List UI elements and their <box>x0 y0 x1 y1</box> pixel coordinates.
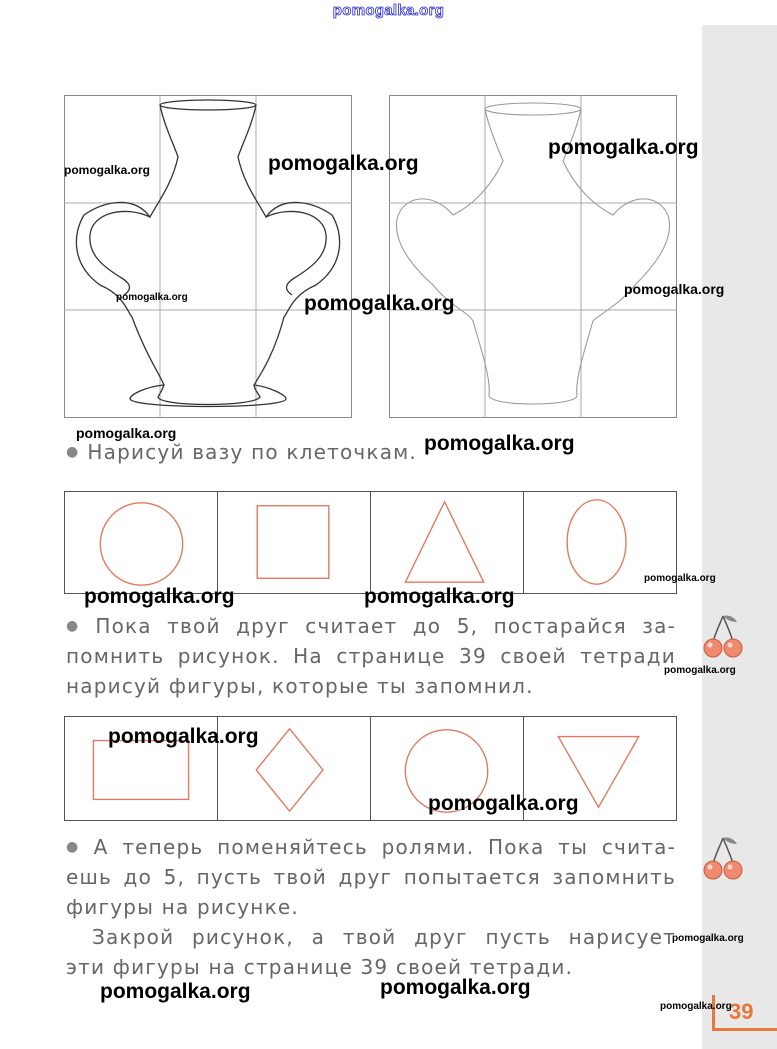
watermark: pomogalka.org <box>116 292 188 303</box>
watermark: pomogalka.org <box>268 152 419 175</box>
triangle-shape <box>371 492 523 593</box>
watermark: pomogalka.org <box>84 585 235 608</box>
watermark: pomogalka.org <box>624 281 725 297</box>
watermark: pomogalka.org <box>76 425 177 441</box>
cherry-icon-2 <box>703 834 743 882</box>
watermark: pomogalka.org <box>644 573 716 584</box>
shape-cell-square <box>218 492 371 593</box>
task-vase-instruction <box>66 437 417 467</box>
watermark: pomogalka.org <box>108 725 259 748</box>
square-shape <box>218 492 370 593</box>
vase-sample-grid <box>64 95 352 418</box>
bullet: ● <box>66 444 80 460</box>
vase-drawing <box>76 100 339 407</box>
shape-cell-circle <box>65 492 218 593</box>
watermark: pomogalka.org <box>380 976 531 999</box>
watermark: pomogalka.org <box>672 933 744 944</box>
watermark: pomogalka.org <box>664 665 736 676</box>
task-close-line-1: Закрой рисунок, а твой друг пусть нарисует <box>92 925 676 949</box>
task-memorize-line-3: нарисуй фигуры, которые ты запомнил. <box>66 674 534 698</box>
task-swap-line-2: ешь до 5, пусть твой друг попытается запомнить <box>66 865 676 889</box>
cherry-icon <box>703 612 743 660</box>
watermark: pomogalka.org <box>428 792 579 815</box>
watermark: pomogalka.org <box>364 585 515 608</box>
shapes-row-1 <box>64 491 677 594</box>
task-vase-text: Нарисуй вазу по клеточкам. <box>87 440 417 464</box>
circle-shape <box>65 492 217 593</box>
watermark: pomogalka.org <box>64 163 151 177</box>
task-memorize-line-2: помнить рисунок. На странице 39 своей тетради <box>66 644 676 668</box>
watermark: pomogalka.org <box>548 136 699 159</box>
page-number-text: 39 <box>729 999 754 1024</box>
watermark: pomogalka.org <box>304 292 455 315</box>
task-memorize-line-1: ● Пока твой друг считает до 5, постарайся за- <box>66 614 677 638</box>
task-swap-roles-paragraph <box>66 832 676 982</box>
watermark: pomogalka.org <box>100 980 251 1003</box>
watermark: pomogalka.org <box>660 1001 732 1012</box>
right-margin-strip <box>702 25 777 1049</box>
task-swap-line-1: ● А теперь поменяйтесь ролями. Пока ты счита- <box>66 835 676 859</box>
task-memorize-paragraph <box>66 611 676 701</box>
watermark: pomogalka.org <box>424 432 575 455</box>
task-close-line-2: эти фигуры на странице 39 своей тетради. <box>66 955 574 979</box>
bullet: ● <box>66 839 86 855</box>
site-watermark-header: pomogalka.org <box>332 2 445 19</box>
bullet: ● <box>66 618 88 634</box>
shape-cell-triangle <box>371 492 524 593</box>
task-swap-line-3: фигуры на рисунке. <box>66 895 299 919</box>
